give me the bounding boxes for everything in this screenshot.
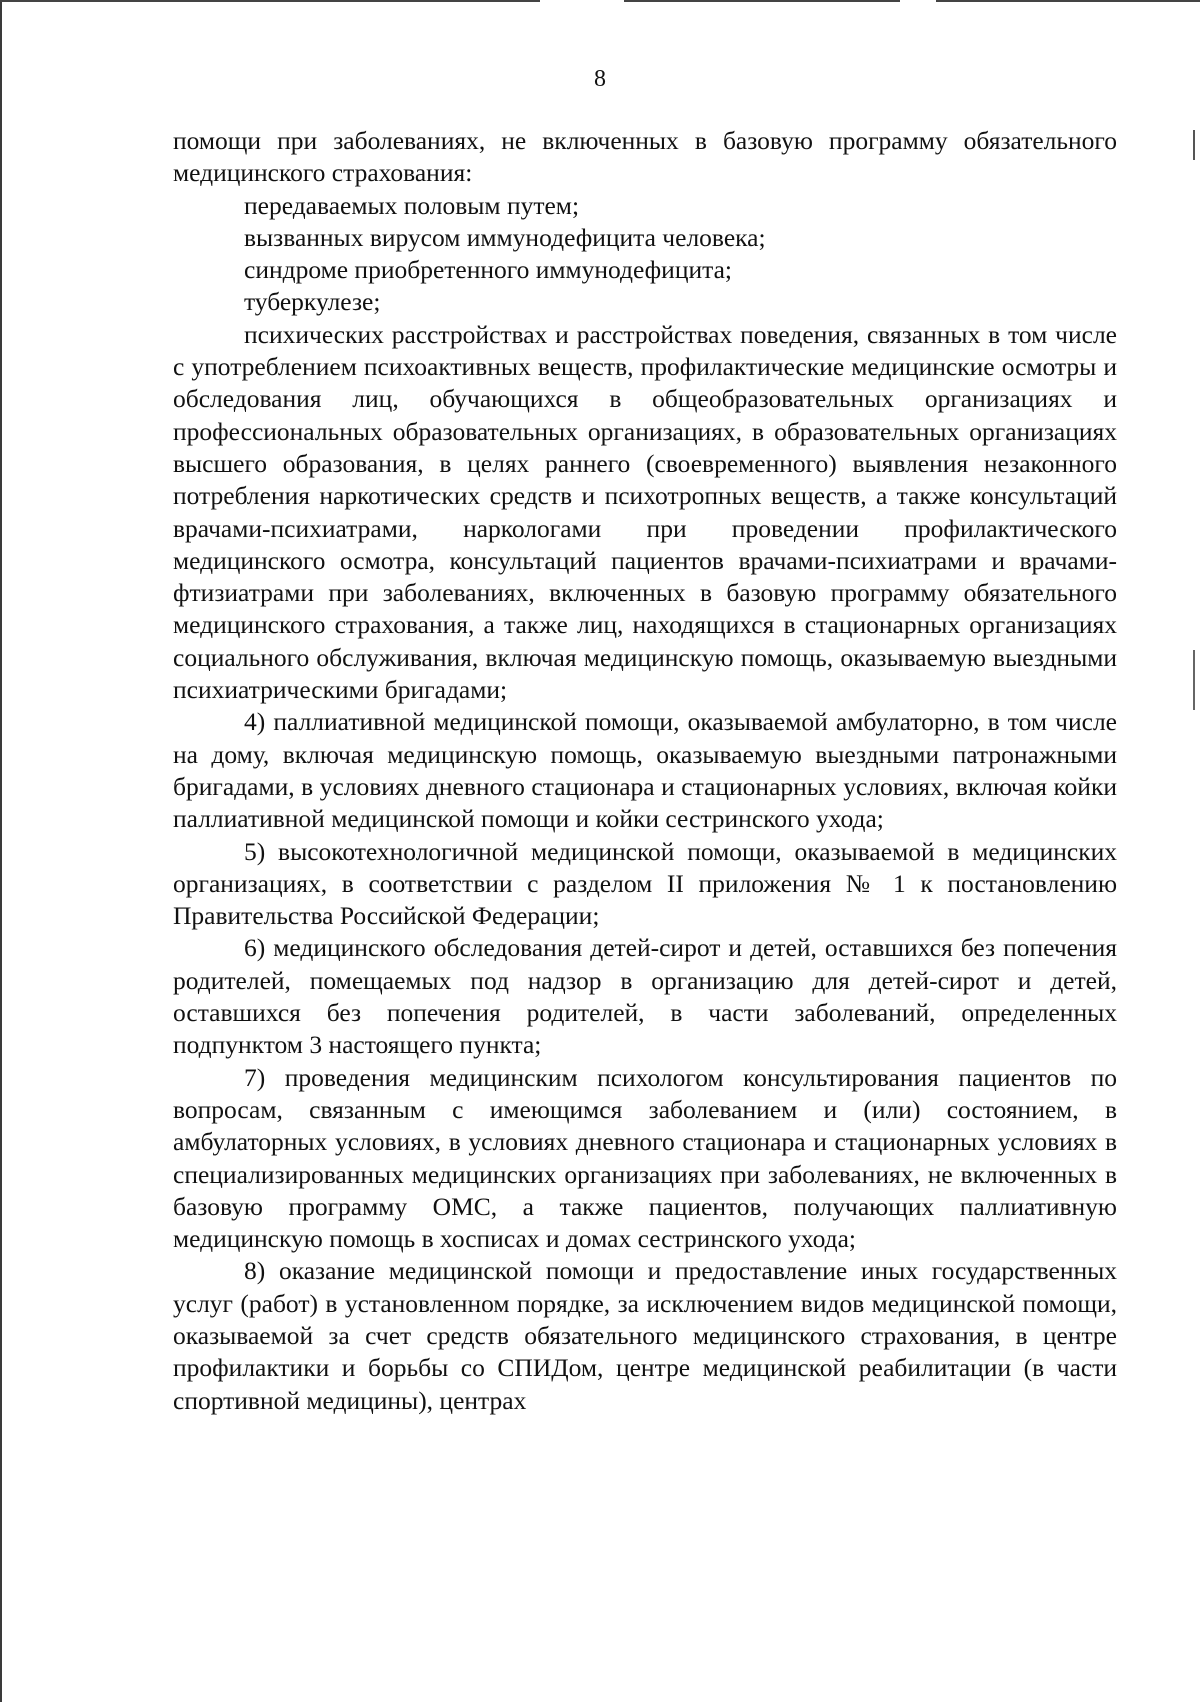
paragraph-item-6: 6) медицинского обследования детей-сирот и детей, оставшихся без попечения родителей, помещаемых под надзор в организацию для детей-сирот и детей, оставшихся без попечения родителей, в части заболеваний, определенных подпунктом 3 настоящего пункта; — [173, 933, 1117, 1060]
paragraph-item: психических расстройствах и расстройствах поведения, связанных в том числе с употреблением психоактивных веществ, профилактические медицинские осмотры и обследования лиц, обучающихся в общеобразовательных организациях и профессиональных образовательных организациях, в образовательных организациях высшего образования, в целях раннего (своевременного) выявления незаконного потребления наркотических средств и психотропных веществ, а также консультаций врачами-психиатрами, наркологами при проведении профилактического медицинского осмотра, консультаций пациентов врачами-психиатрами и врачами-фтизиатрами при заболеваниях, включенных в базовую программу обязательного медицинского страхования, а также лиц, находящихся в стационарных организациях социального обслуживания, включая медицинскую помощь, оказываемую выездными психиатрическими бригадами; — [173, 319, 1117, 705]
paragraph-item-8: 8) оказание медицинской помощи и предоставление иных государственных услуг (работ) в установленном порядке, за исключением видов медицинской помощи, оказываемой за счет средств обязательного медицинского страхования, в центре профилактики и борьбы со СПИДом, центре медицинской реабилитации (в части спортивной медицины), центрах — [173, 1256, 1117, 1415]
document-body — [173, 125, 1117, 1417]
page-number: 8 — [594, 66, 606, 92]
paragraph-item-4: 4) паллиативной медицинской помощи, оказываемой амбулаторно, в том числе на дому, включая медицинскую помощь, оказываемую выездными патронажными бригадами, в условиях дневного стационара и стационарных условиях, включая койки паллиативной медицинской помощи и койки сестринского ухода; — [173, 707, 1117, 834]
paragraph-continuation: помощи при заболеваниях, не включенных в базовую программу обязательного медицинского страхования: — [173, 126, 1117, 188]
paragraph-item-7: 7) проведения медицинским психологом консультирования пациентов по вопросам, связанным с имеющимся заболеванием и (или) состоянием, в амбулаторных условиях, в условиях дневного стационара и стационарных условиях в специализированных медицинских организациях при заболеваниях, не включенных в базовую программу ОМС, а также пациентов, получающих паллиативную медицинскую помощь в хосписах и домах сестринского ухода; — [173, 1062, 1117, 1254]
scan-mark-right-lower — [1193, 650, 1195, 710]
scan-mark-right — [1193, 130, 1195, 160]
scan-edge-top — [0, 0, 1200, 2]
paragraph-item: передаваемых половым путем; — [244, 190, 580, 220]
paragraph-item: синдроме приобретенного иммунодефицита; — [244, 255, 732, 285]
scan-edge-left — [0, 0, 2, 1702]
paragraph-item: туберкулезе; — [244, 287, 381, 317]
paragraph-item-5: 5) высокотехнологичной медицинской помощи, оказываемой в медицинских организациях, в соответствии с разделом II приложения № 1 к постановлению Правительства Российской Федерации; — [173, 836, 1117, 931]
paragraph-item: вызванных вирусом иммунодефицита человека; — [244, 222, 766, 252]
